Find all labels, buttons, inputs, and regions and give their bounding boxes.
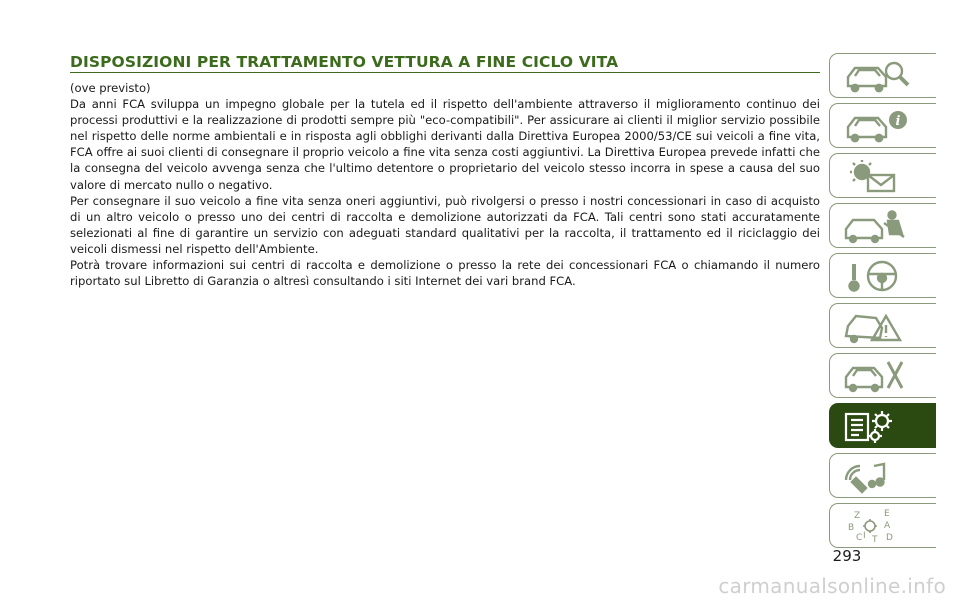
section-title: DISPOSIZIONI PER TRATTAMENTO VETTURA A FINE CICLO VITA [70,53,619,71]
index-letter: Z [854,511,861,521]
tab-instruments[interactable] [829,103,936,148]
index-letter: E [884,509,890,519]
index-letter: A [884,521,891,531]
car-seatbelt-airbag-icon [842,208,922,244]
car-tools-icon [842,358,922,394]
tab-servicing[interactable] [829,353,936,398]
page-number: 293 [832,547,862,565]
tab-starting-driving[interactable] [829,253,936,298]
index-letter: T [872,535,878,544]
watermark: carmanualsonline.info [718,574,946,598]
svg-text:i: i [895,114,901,129]
tab-safety[interactable] [829,203,936,248]
tab-getting-to-know[interactable] [829,53,936,98]
tab-emergency[interactable] [829,303,936,348]
tab-technical-data[interactable] [829,403,936,448]
paragraph: (ove previsto) [70,81,151,95]
tab-index[interactable] [829,503,936,548]
technical-data-gears-icon [842,408,922,444]
paragraph: Potrà trovare informazioni sui centri di raccolta e demolizione o presso la rete dei concessionari FCA o chiamando il numero riportato sul Libretto di Garanzia o altresì consultando i siti Internet dei vari brand FCA. [70,258,820,289]
warning-lights-message-icon [842,158,922,194]
title-underline [70,72,820,73]
index-letter: C [856,533,863,543]
chapter-tabs [829,0,960,604]
section-body [70,80,820,289]
car-breakdown-triangle-icon [842,308,922,344]
car-search-icon [842,58,922,94]
paragraph: Da anni FCA sviluppa un impegno globale per la tutela ed il rispetto dell'ambiente attraverso il miglioramento continuo dei processi produttivi e la realizzazione di prodotti sempre più "eco-compatibili". Per assicurare ai clienti il miglior servizio possibile nel rispetto delle norme ambientali e in risposta agli obblighi derivanti dalla Direttiva Europea 2000/53/CE sui veicoli a fine vita, FCA offre ai suoi clienti di consegnare il proprio veicolo a fine vita senza costi aggiuntivi. La Direttiva Europea prevede infatti che la consegna del veicolo avvenga senza che l'ultimo detentore o proprietario del veicolo stesso incorra in spese a causa del suo valore di mercato nullo o negativo. [70,97,820,192]
index-letter: D [886,533,893,543]
tab-warning-lights[interactable] [829,153,936,198]
car-info-icon [842,108,922,144]
alphabetical-index-icon [842,508,922,544]
index-letter: I [863,531,866,541]
key-steering-wheel-icon [842,258,922,294]
multimedia-icon [842,458,922,494]
index-letter: B [848,523,855,533]
paragraph: Per consegnare il suo veicolo a fine vita senza oneri aggiuntivi, può rivolgersi o presso i nostri concessionari in caso di acquisto di un altro veicolo o presso uno dei centri di raccolta e demolizione autorizzati da FCA. Tali centri sono stati accuratamente selezionati al fine di garantire un servizio con adeguati standard qualitativi per la raccolta, il trattamento ed il riciclaggio dei veicoli dismessi nel rispetto dell'Ambiente. [70,193,820,256]
tab-multimedia[interactable] [829,453,936,498]
